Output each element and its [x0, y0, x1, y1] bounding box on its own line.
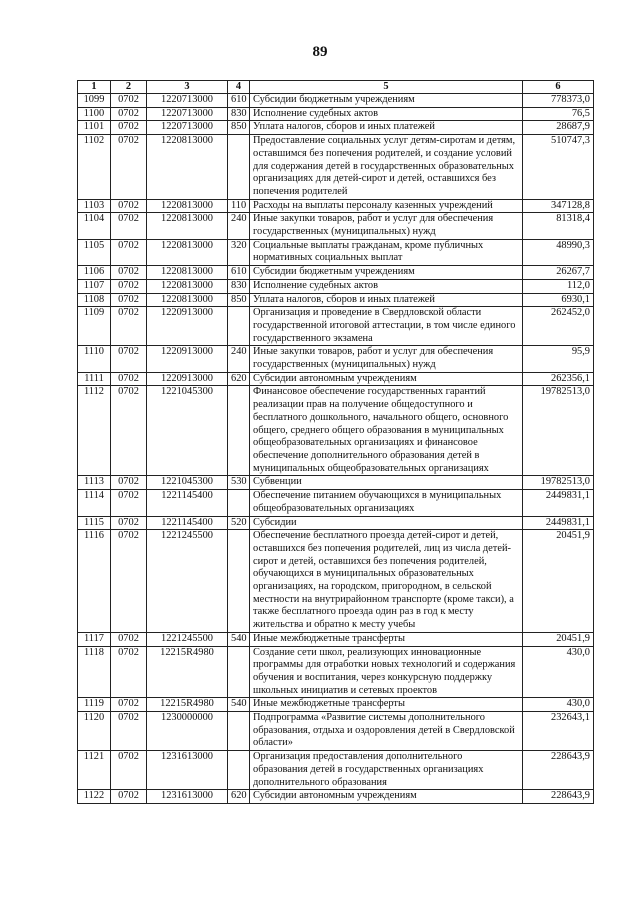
target-article-code: 1221045300 — [147, 476, 228, 490]
section-code: 0702 — [111, 279, 147, 293]
amount: 2449831,1 — [523, 490, 594, 516]
table-body — [78, 94, 594, 804]
section-code: 0702 — [111, 386, 147, 476]
expense-type-code: 110 — [228, 199, 250, 213]
row-number: 1107 — [78, 279, 111, 293]
target-article-code: 1220913000 — [147, 346, 228, 372]
target-article-code: 1221245500 — [147, 632, 228, 646]
table-row — [78, 386, 594, 476]
table-row — [78, 476, 594, 490]
expense-type-code: 240 — [228, 346, 250, 372]
item-name: Субсидии бюджетным учреждениям — [250, 94, 523, 108]
section-code: 0702 — [111, 266, 147, 280]
item-name: Создание сети школ, реализующих инновационные программы для отработки новых технологий и содержания обучения и воспитания, через конкурсную поддержку школьных инициатив и сетевых проектов — [250, 646, 523, 698]
amount: 430,0 — [523, 698, 594, 712]
expense-type-code — [228, 751, 250, 790]
table-row — [78, 516, 594, 530]
header-cell: 2 — [111, 81, 147, 94]
table-row — [78, 107, 594, 121]
item-name: Расходы на выплаты персоналу казенных учреждений — [250, 199, 523, 213]
row-number: 1101 — [78, 121, 111, 135]
table-row — [78, 372, 594, 386]
item-name: Уплата налогов, сборов и иных платежей — [250, 293, 523, 307]
section-code: 0702 — [111, 213, 147, 239]
header-cell: 4 — [228, 81, 250, 94]
expense-type-code: 850 — [228, 293, 250, 307]
target-article-code: 12215R4980 — [147, 698, 228, 712]
amount: 28687,9 — [523, 121, 594, 135]
section-code: 0702 — [111, 516, 147, 530]
section-code: 0702 — [111, 372, 147, 386]
table-row — [78, 293, 594, 307]
table-row — [78, 239, 594, 265]
expense-type-code: 520 — [228, 516, 250, 530]
expense-type-code — [228, 307, 250, 346]
row-number: 1117 — [78, 632, 111, 646]
table-row — [78, 266, 594, 280]
amount: 347128,8 — [523, 199, 594, 213]
item-name: Уплата налогов, сборов и иных платежей — [250, 121, 523, 135]
target-article-code: 1221145400 — [147, 516, 228, 530]
target-article-code: 1221145400 — [147, 490, 228, 516]
table-row — [78, 121, 594, 135]
expense-type-code: 320 — [228, 239, 250, 265]
expense-type-code: 620 — [228, 372, 250, 386]
row-number: 1116 — [78, 530, 111, 633]
amount: 2449831,1 — [523, 516, 594, 530]
target-article-code: 1220713000 — [147, 94, 228, 108]
item-name: Исполнение судебных актов — [250, 107, 523, 121]
table-row — [78, 199, 594, 213]
section-code: 0702 — [111, 698, 147, 712]
target-article-code: 1220713000 — [147, 107, 228, 121]
item-name: Организация предоставления дополнительного образования детей в государственных организациях дополнительного образования — [250, 751, 523, 790]
item-name: Субсидии автономным учреждениям — [250, 790, 523, 804]
table-row — [78, 530, 594, 633]
header-cell: 3 — [147, 81, 228, 94]
item-name: Иные межбюджетные трансферты — [250, 698, 523, 712]
expense-type-code: 610 — [228, 266, 250, 280]
row-number: 1122 — [78, 790, 111, 804]
target-article-code: 12215R4980 — [147, 646, 228, 698]
target-article-code: 1220913000 — [147, 307, 228, 346]
table-row — [78, 346, 594, 372]
expense-type-code: 830 — [228, 279, 250, 293]
section-code: 0702 — [111, 530, 147, 633]
expense-type-code — [228, 490, 250, 516]
target-article-code: 1221045300 — [147, 386, 228, 476]
section-code: 0702 — [111, 490, 147, 516]
amount: 262356,1 — [523, 372, 594, 386]
section-code: 0702 — [111, 751, 147, 790]
amount: 76,5 — [523, 107, 594, 121]
item-name: Организация и проведение в Свердловской области государственной итоговой аттестации, в том числе единого государственного экзамена — [250, 307, 523, 346]
expense-type-code: 530 — [228, 476, 250, 490]
header-cell: 5 — [250, 81, 523, 94]
target-article-code: 1220813000 — [147, 293, 228, 307]
amount: 430,0 — [523, 646, 594, 698]
row-number: 1110 — [78, 346, 111, 372]
row-number: 1099 — [78, 94, 111, 108]
expense-type-code: 830 — [228, 107, 250, 121]
amount: 20451,9 — [523, 530, 594, 633]
table-row — [78, 790, 594, 804]
expense-type-code — [228, 386, 250, 476]
row-number: 1103 — [78, 199, 111, 213]
target-article-code: 1221245500 — [147, 530, 228, 633]
item-name: Подпрограмма «Развитие системы дополнительного образования, отдыха и оздоровления детей в Свердловской области» — [250, 712, 523, 751]
item-name: Субвенции — [250, 476, 523, 490]
row-number: 1120 — [78, 712, 111, 751]
row-number: 1121 — [78, 751, 111, 790]
expense-type-code: 540 — [228, 698, 250, 712]
amount: 232643,1 — [523, 712, 594, 751]
section-code: 0702 — [111, 346, 147, 372]
row-number: 1106 — [78, 266, 111, 280]
row-number: 1100 — [78, 107, 111, 121]
table-row — [78, 94, 594, 108]
table-row — [78, 213, 594, 239]
table-row — [78, 698, 594, 712]
target-article-code: 1220813000 — [147, 239, 228, 265]
page-number: 89 — [312, 44, 328, 60]
expense-type-code: 540 — [228, 632, 250, 646]
target-article-code: 1220913000 — [147, 372, 228, 386]
amount: 19782513,0 — [523, 476, 594, 490]
table-row — [78, 632, 594, 646]
section-code: 0702 — [111, 239, 147, 265]
amount: 778373,0 — [523, 94, 594, 108]
expense-type-code: 850 — [228, 121, 250, 135]
item-name: Финансовое обеспечение государственных гарантий реализации прав на получение общедоступного и бесплатного дошкольного, начального общего, основного общего, среднего общего образования в муниципальных общеобразовательных организациях и финансовое обеспечение дополнительного образования детей в муниципальных общеобразовательных организациях — [250, 386, 523, 476]
target-article-code: 1220813000 — [147, 199, 228, 213]
row-number: 1114 — [78, 490, 111, 516]
header-cell: 6 — [523, 81, 594, 94]
amount: 510747,3 — [523, 135, 594, 200]
item-name: Исполнение судебных актов — [250, 279, 523, 293]
expense-type-code — [228, 712, 250, 751]
section-code: 0702 — [111, 121, 147, 135]
row-number: 1115 — [78, 516, 111, 530]
table-row — [78, 646, 594, 698]
expense-type-code: 620 — [228, 790, 250, 804]
item-name: Обеспечение бесплатного проезда детей-сирот и детей, оставшихся без попечения родителей, лиц из числа детей-сирот и детей, оставшихся без попечения родителей, обучающихся в муниципальных образовательных организациях, на городском, пригородном, в сельской местности на внутрирайонном транспорте (кроме такси), а также бесплатного проезда один раз в год к месту жительства и обратно к месту учебы — [250, 530, 523, 633]
target-article-code: 1230000000 — [147, 712, 228, 751]
amount: 20451,9 — [523, 632, 594, 646]
row-number: 1102 — [78, 135, 111, 200]
table-row — [78, 490, 594, 516]
row-number: 1104 — [78, 213, 111, 239]
section-code: 0702 — [111, 135, 147, 200]
table-row — [78, 751, 594, 790]
expense-type-code: 240 — [228, 213, 250, 239]
amount: 228643,9 — [523, 790, 594, 804]
amount: 262452,0 — [523, 307, 594, 346]
item-name: Иные межбюджетные трансферты — [250, 632, 523, 646]
item-name: Субсидии — [250, 516, 523, 530]
row-number: 1108 — [78, 293, 111, 307]
target-article-code: 1220813000 — [147, 279, 228, 293]
amount: 81318,4 — [523, 213, 594, 239]
target-article-code: 1231613000 — [147, 790, 228, 804]
section-code: 0702 — [111, 199, 147, 213]
section-code: 0702 — [111, 646, 147, 698]
row-number: 1105 — [78, 239, 111, 265]
table-row — [78, 279, 594, 293]
section-code: 0702 — [111, 712, 147, 751]
target-article-code: 1220813000 — [147, 135, 228, 200]
header-cell: 1 — [78, 81, 111, 94]
expense-type-code: 610 — [228, 94, 250, 108]
table-header-row — [78, 81, 594, 94]
amount: 48990,3 — [523, 239, 594, 265]
item-name: Субсидии автономным учреждениям — [250, 372, 523, 386]
amount: 26267,7 — [523, 266, 594, 280]
expense-type-code — [228, 135, 250, 200]
section-code: 0702 — [111, 632, 147, 646]
item-name: Субсидии бюджетным учреждениям — [250, 266, 523, 280]
section-code: 0702 — [111, 790, 147, 804]
table-row — [78, 307, 594, 346]
section-code: 0702 — [111, 107, 147, 121]
section-code: 0702 — [111, 307, 147, 346]
row-number: 1109 — [78, 307, 111, 346]
target-article-code: 1231613000 — [147, 751, 228, 790]
section-code: 0702 — [111, 476, 147, 490]
budget-table — [77, 80, 594, 804]
amount: 95,9 — [523, 346, 594, 372]
row-number: 1119 — [78, 698, 111, 712]
section-code: 0702 — [111, 94, 147, 108]
item-name: Иные закупки товаров, работ и услуг для обеспечения государственных (муниципальных) нужд — [250, 346, 523, 372]
amount: 228643,9 — [523, 751, 594, 790]
item-name: Социальные выплаты гражданам, кроме публичных нормативных социальных выплат — [250, 239, 523, 265]
expense-type-code — [228, 646, 250, 698]
target-article-code: 1220713000 — [147, 121, 228, 135]
amount: 6930,1 — [523, 293, 594, 307]
item-name: Иные закупки товаров, работ и услуг для обеспечения государственных (муниципальных) нужд — [250, 213, 523, 239]
row-number: 1118 — [78, 646, 111, 698]
target-article-code: 1220813000 — [147, 266, 228, 280]
item-name: Обеспечение питанием обучающихся в муниципальных общеобразовательных организациях — [250, 490, 523, 516]
table-row — [78, 712, 594, 751]
item-name: Предоставление социальных услуг детям-сиротам и детям, оставшимся без попечения родителей, и создание условий для содержания детей в государственных образовательных организациях для детей-сирот и детей, оставшихся без попечения родителей — [250, 135, 523, 200]
target-article-code: 1220813000 — [147, 213, 228, 239]
expense-type-code — [228, 530, 250, 633]
row-number: 1112 — [78, 386, 111, 476]
row-number: 1113 — [78, 476, 111, 490]
row-number: 1111 — [78, 372, 111, 386]
table-row — [78, 135, 594, 200]
section-code: 0702 — [111, 293, 147, 307]
amount: 112,0 — [523, 279, 594, 293]
amount: 19782513,0 — [523, 386, 594, 476]
